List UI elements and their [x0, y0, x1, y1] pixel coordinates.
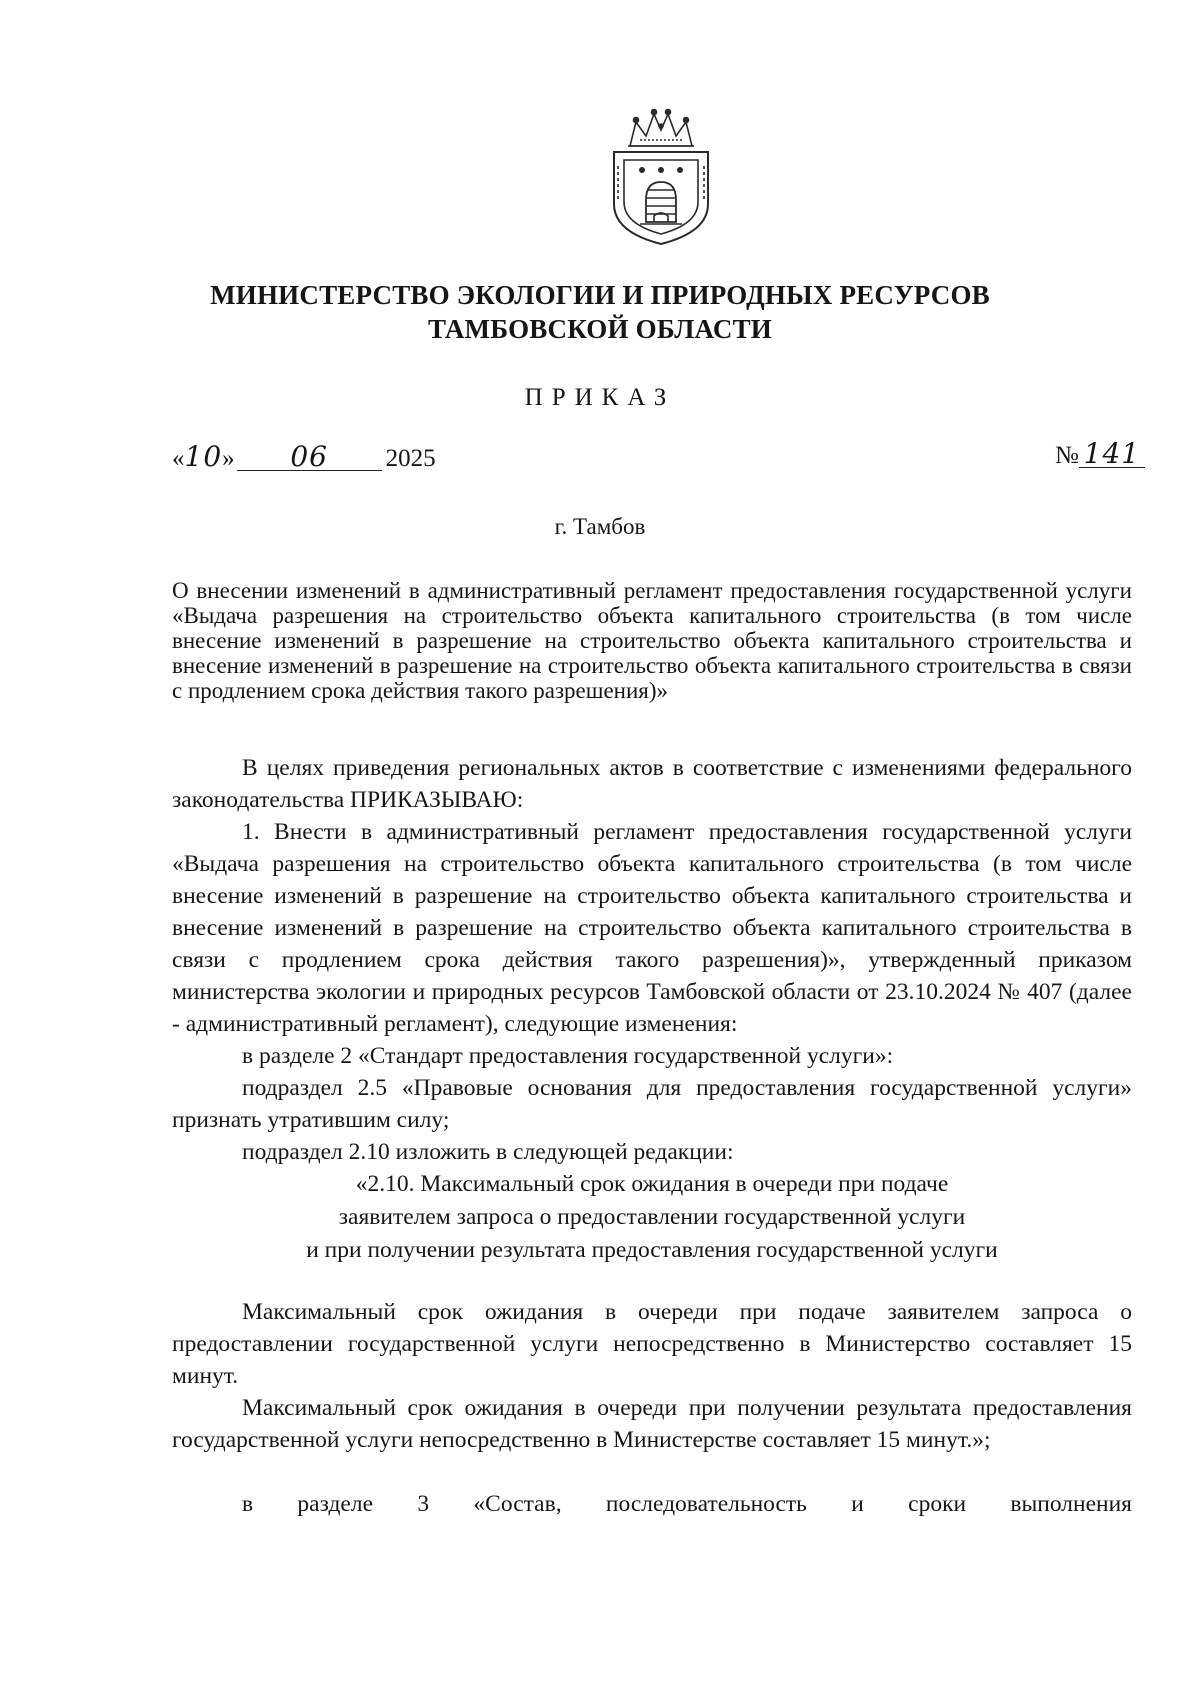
- subsection-heading-line3: и при получении результата предоставления государственной услуги: [306, 1237, 998, 1263]
- order-date: [172, 440, 436, 473]
- paragraph-subsection-2-5: подраздел 2.5 «Правовые основания для предоставления государственной услуги» признать утратившим силу;: [172, 1075, 1132, 1133]
- order-number: [1055, 437, 1145, 470]
- date-month: 06: [237, 443, 382, 471]
- number-value: 141: [1079, 440, 1145, 468]
- order-subject: О внесении изменений в административный регламент предоставления государственной услуги «Выдача разрешения на строительство объекта капитального строительства (в том числе внесение изменений в разрешение на строительство объекта капитального строительства и внесение изменений в разрешение на строительство объекта капитального строительства в связи с продлением срока действия такого разрешения)»: [172, 578, 1132, 703]
- paragraph-preamble: В целях приведения региональных актов в соответствие с изменениями федерального законодательства ПРИКАЗЫВАЮ:: [172, 755, 1132, 813]
- subsection-heading-line2: заявителем запроса о предоставлении государственной услуги: [338, 1204, 966, 1230]
- paragraph-item-1: 1. Внести в административный регламент предоставления государственной услуги «Выдача разрешения на строительство объекта капитального строительства (в том числе внесение изменений в разрешение на строительство объекта капитального строительства и внесение изменений в разрешение на строительство объекта капитального строительства в связи с продлением срока действия такого разрешения)», утвержденный приказом министерства экологии и природных ресурсов Тамбовской области от 23.10.2024 № 407 (далее - административный регламент), следующие изменения:: [172, 819, 1132, 1037]
- date-year: 2025: [385, 445, 436, 472]
- paragraph-wait-result: Максимальный срок ожидания в очереди при получении результата предоставления государственной услуги непосредственно в Министерстве составляет 15 минут.»;: [172, 1395, 1132, 1453]
- paragraph-section-2: в разделе 2 «Стандарт предоставления государственной услуги»:: [242, 1043, 894, 1069]
- tambov-coat-of-arms-icon: [606, 106, 716, 248]
- date-day: 10: [184, 440, 223, 473]
- paragraph-wait-request: Максимальный срок ожидания в очереди при подаче заявителем запроса о предоставлении государственной услуги непосредственно в Министерство составляет 15 минут.: [172, 1299, 1132, 1389]
- ministry-name-line1: МИНИСТЕРСТВО ЭКОЛОГИИ И ПРИРОДНЫХ РЕСУРСОВ: [210, 280, 990, 310]
- subsection-heading: [172, 1168, 1132, 1267]
- city: г. Тамбов: [554, 514, 646, 539]
- date-quote-close: »: [222, 445, 235, 472]
- date-quote-open: «: [172, 445, 185, 472]
- paragraph-section-3: в разделе 3 «Состав, последовательность и сроки выполнения: [242, 1491, 1132, 1517]
- document-type-title: ПРИКАЗ: [524, 384, 676, 411]
- paragraph-subsection-2-10: подраздел 2.10 изложить в следующей редакции:: [242, 1139, 734, 1165]
- subsection-heading-line1: «2.10. Максимальный срок ожидания в очереди при подаче: [355, 1171, 949, 1197]
- number-sign: №: [1055, 442, 1079, 469]
- ministry-name-line2: ТАМБОВСКОЙ ОБЛАСТИ: [427, 314, 773, 344]
